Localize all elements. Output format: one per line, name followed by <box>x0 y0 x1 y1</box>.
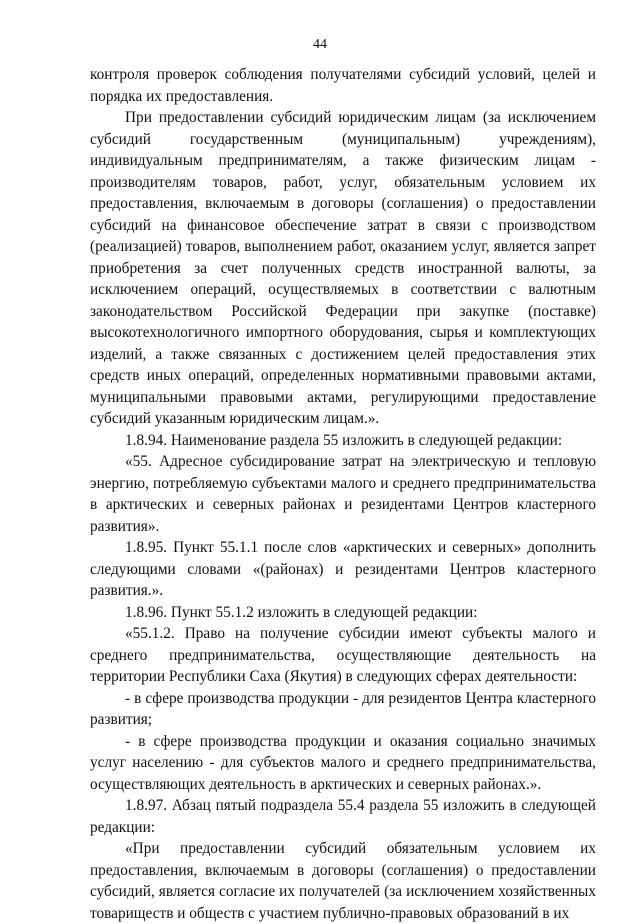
paragraph-item-1-8-94: 1.8.94. Наименование раздела 55 изложить в следующей редакции: <box>125 431 563 449</box>
page-number: 44 <box>313 37 327 52</box>
paragraph-consent-condition: «При предоставлении субсидий обязательным условием их предоставления, включаемым в договоры (соглашения) о предоставлении субсидий, является согласие их получателей (за исключением хозяйственных товариществ и обществ с участием публично-правовых образований в их <box>90 840 596 922</box>
paragraph-point-55-1-2: «55.1.2. Право на получение субсидии имеют субъекты малого и среднего предпринимательства, осуществляющие деятельность на территории Республики Саха (Якутия) в следующих сферах деятельности: <box>90 625 596 685</box>
list-item-social-services: - в сфере производства продукции и оказания социально значимых услуг населению - для субъектов малого и среднего предпринимательства, осуществляющих деятельность в арктических и северных районах.». <box>90 732 596 793</box>
paragraph-continuation: контроля проверок соблюдения получателями субсидий условий, целей и порядка их предоставления. <box>90 66 596 105</box>
paragraph-item-1-8-96: 1.8.96. Пункт 55.1.2 изложить в следующей редакции: <box>125 603 478 621</box>
list-item-production: - в сфере производства продукции - для резидентов Центра кластерного развития; <box>90 689 596 728</box>
paragraph-item-1-8-97: 1.8.97. Абзац пятый подраздела 55.4 раздела 55 изложить в следующей редакции: <box>90 797 596 836</box>
paragraph-subsidy-conditions: При предоставлении субсидий юридическим лицам (за исключением субсидий государственным (муниципальным) учреждениям), индивидуальным предпринимателям, а также физическим лицам - производителям товаров, работ, услуг, обязательным условием их предоставления, включаемым в договоры (соглашения) о предоставлении субсидий на финансовое обеспечение затрат в связи с производством (реализацией) товаров, выполнением работ, оказанием услуг, является запрет приобретения за счет полученных средств иностранной валюты, за исключением операций, осуществляемых в соответствии с валютным законодательством Российской Федерации при закупке (поставке) высокотехнологичного импортного оборудования, сырья и комплектующих изделий, а также связанных с достижением целей предоставления этих средств иных операций, определенных нормативными правовыми актами, муниципальными правовыми актами, регулирующими предоставление субсидий указанным юридическим лицам.». <box>90 109 596 427</box>
paragraph-item-1-8-95: 1.8.95. Пункт 55.1.1 после слов «арктических и северных» дополнить следующими словами «(районах) и резидентами Центров кластерного развития.». <box>90 539 596 599</box>
paragraph-section-55-title: «55. Адресное субсидирование затрат на электрическую и тепловую энергию, потребляемую субъектами малого и среднего предпринимательства в арктических и северных районах и резидентами Центров кластерного развития». <box>90 453 596 535</box>
document-body <box>90 64 596 924</box>
